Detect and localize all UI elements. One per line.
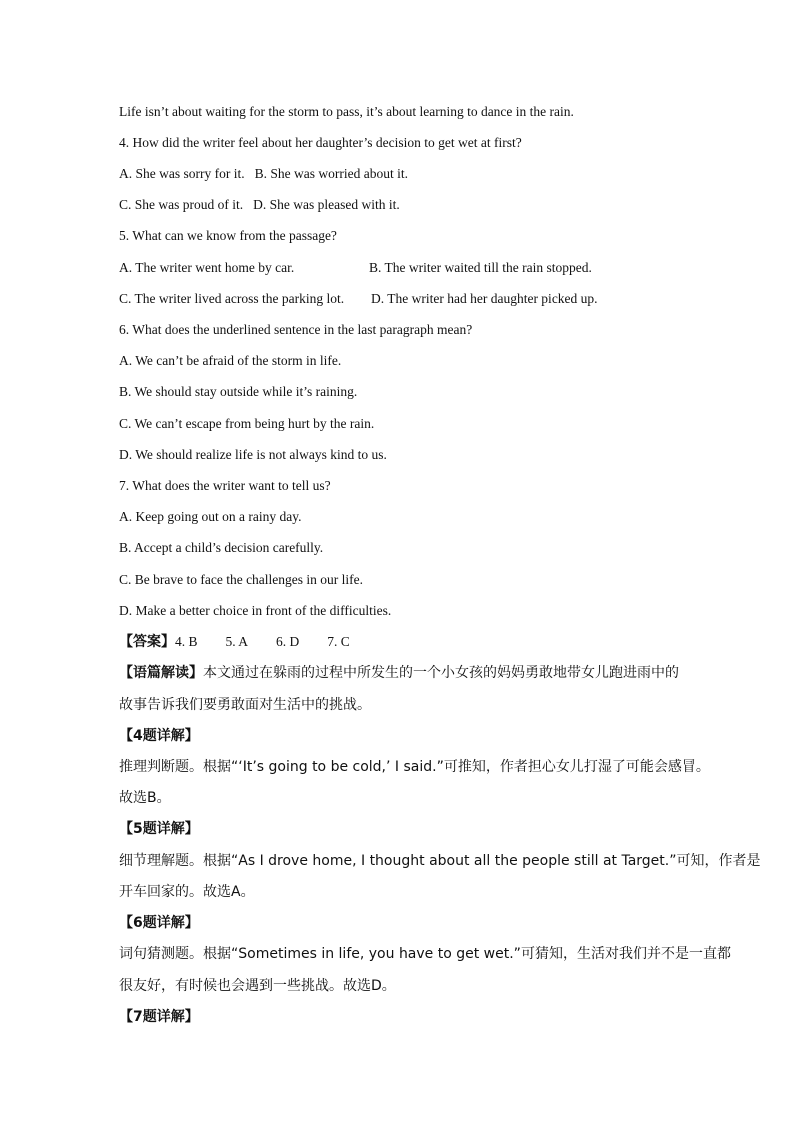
explanation-7-title: 【7题详解】 [119,1009,199,1025]
explanation-4-line-2: 故选B。 [119,790,171,806]
explanation-6-line-2: 很友好，有时候也会遇到一些挑战。故选D。 [119,978,396,994]
interpretation-text-1: 本文通过在躲雨的过程中所发生的一个小女孩的妈妈勇敢地带女儿跑进雨中的 [203,665,679,681]
explanation-5-line-1: 细节理解题。根据“As I drove home, I thought about all the people still at Target.”可知，作者是 [119,853,761,869]
question-4-stem: 4. How did the writer feel about her daughter’s decision to get wet at first? [119,135,522,150]
question-6-stem: 6. What does the underlined sentence in the last paragraph mean? [119,322,473,337]
question-7-option-d: D. Make a better choice in front of the difficulties. [119,603,392,618]
question-4-option-d: D. She was pleased with it. [253,197,400,212]
question-6-option-b: B. We should stay outside while it’s raining. [119,384,358,399]
answer-item: 7. C [327,634,350,649]
question-6-option-c: C. We can’t escape from being hurt by the rain. [119,416,375,431]
question-4-option-a: A. She was sorry for it. [119,166,245,181]
question-6-option-a: A. We can’t be afraid of the storm in life. [119,353,342,368]
question-7-option-c: C. Be brave to face the challenges in our life. [119,572,364,587]
explanation-4-line-1: 推理判断题。根据“‘It’s going to be cold,’ I said.”可推知，作者担心女儿打湿了可能会感冒。 [119,759,710,775]
question-4-option-c: C. She was proud of it. [119,197,244,212]
question-4-options-row-2 [119,196,689,214]
question-7-option-a: A. Keep going out on a rainy day. [119,509,302,524]
question-5-option-a: A. The writer went home by car. [119,260,295,275]
explanation-5-line-2: 开车回家的。故选A。 [119,884,255,900]
question-5-options-row-2 [119,290,689,308]
answer-item: 4. B [175,634,198,649]
question-4-options-row-1 [119,165,689,183]
question-7-option-b: B. Accept a child’s decision carefully. [119,540,324,555]
explanation-4-title: 【4题详解】 [119,728,199,744]
question-4-option-b: B. She was worried about it. [254,166,408,181]
question-7-stem: 7. What does the writer want to tell us? [119,478,331,493]
question-6-option-d: D. We should realize life is not always kind to us. [119,447,387,462]
interpretation-line-1 [119,664,689,682]
explanation-6-title: 【6题详解】 [119,915,199,931]
question-5-option-d: D. The writer had her daughter picked up. [371,291,598,306]
answer-item: 6. D [276,634,300,649]
answer-line [119,633,689,651]
answer-label: 【答案】 [119,634,175,650]
interpretation-text-2: 故事告诉我们要勇敢面对生活中的挑战。 [119,697,371,713]
explanation-5-title: 【5题详解】 [119,821,199,837]
question-5-option-c: C. The writer lived across the parking lot. [119,291,345,306]
question-5-option-b: B. The writer waited till the rain stopped. [369,260,592,275]
interpretation-label: 【语篇解读】 [119,665,203,681]
passage-last-sentence: Life isn’t about waiting for the storm to pass, it’s about learning to dance in the rain. [119,104,574,119]
answer-item: 5. A [225,634,249,649]
explanation-6-line-1: 词句猜测题。根据“Sometimes in life, you have to get wet.”可猜知，生活对我们并不是一直都 [119,946,731,962]
question-5-options-row-1 [119,259,689,277]
question-5-stem: 5. What can we know from the passage? [119,228,337,243]
